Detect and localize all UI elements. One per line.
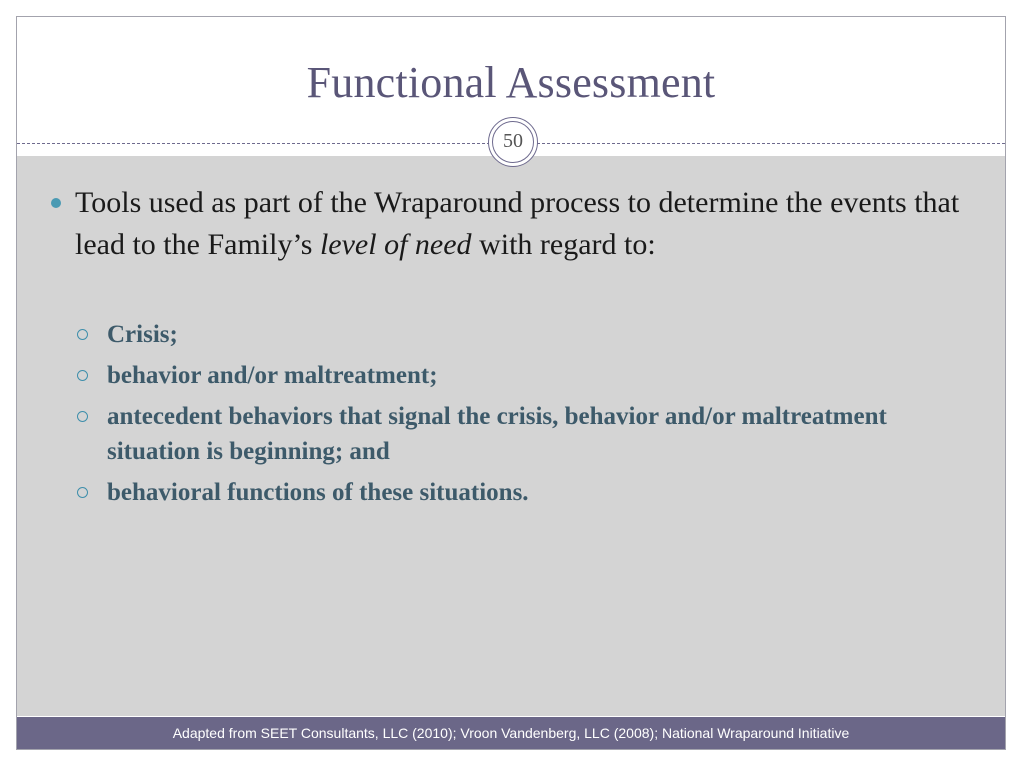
main-bullet — [53, 182, 973, 266]
page-number: 50 — [492, 121, 534, 163]
sub-bullet-item — [75, 358, 985, 393]
sub-bullet-text: behavior and/or maltreatment; — [107, 362, 438, 389]
ring-bullet-icon — [77, 370, 88, 381]
sub-bullet-text: Crisis; — [107, 321, 178, 348]
main-bullet-italic: level of need — [319, 228, 472, 261]
sub-bullet-item — [75, 475, 985, 510]
main-bullet-text — [75, 182, 973, 266]
page-number-badge — [488, 117, 538, 167]
sub-bullet-item — [75, 399, 985, 469]
sub-bullet-text: behavioral functions of these situations. — [107, 479, 529, 506]
slide — [16, 16, 1006, 750]
sub-bullet-item — [75, 317, 985, 352]
slide-title: Functional Assessment — [306, 58, 716, 107]
sub-bullet-list — [75, 317, 985, 516]
sub-bullet-text: antecedent behaviors that signal the crisis, behavior and/or maltreatment situation is beginning; and — [107, 403, 887, 465]
bullet-dot-icon — [51, 198, 61, 208]
main-bullet-text-before: Tools used as part of the Wraparound process to determine the events that lead to the Family’s — [75, 186, 960, 261]
ring-bullet-icon — [77, 329, 88, 340]
footer-citation: Adapted from SEET Consultants, LLC (2010); Vroon Vandenberg, LLC (2008); National Wraparound Initiative — [17, 717, 1005, 749]
ring-bullet-icon — [77, 411, 88, 422]
main-bullet-text-after: with regard to: — [471, 228, 656, 261]
ring-bullet-icon — [77, 487, 88, 498]
